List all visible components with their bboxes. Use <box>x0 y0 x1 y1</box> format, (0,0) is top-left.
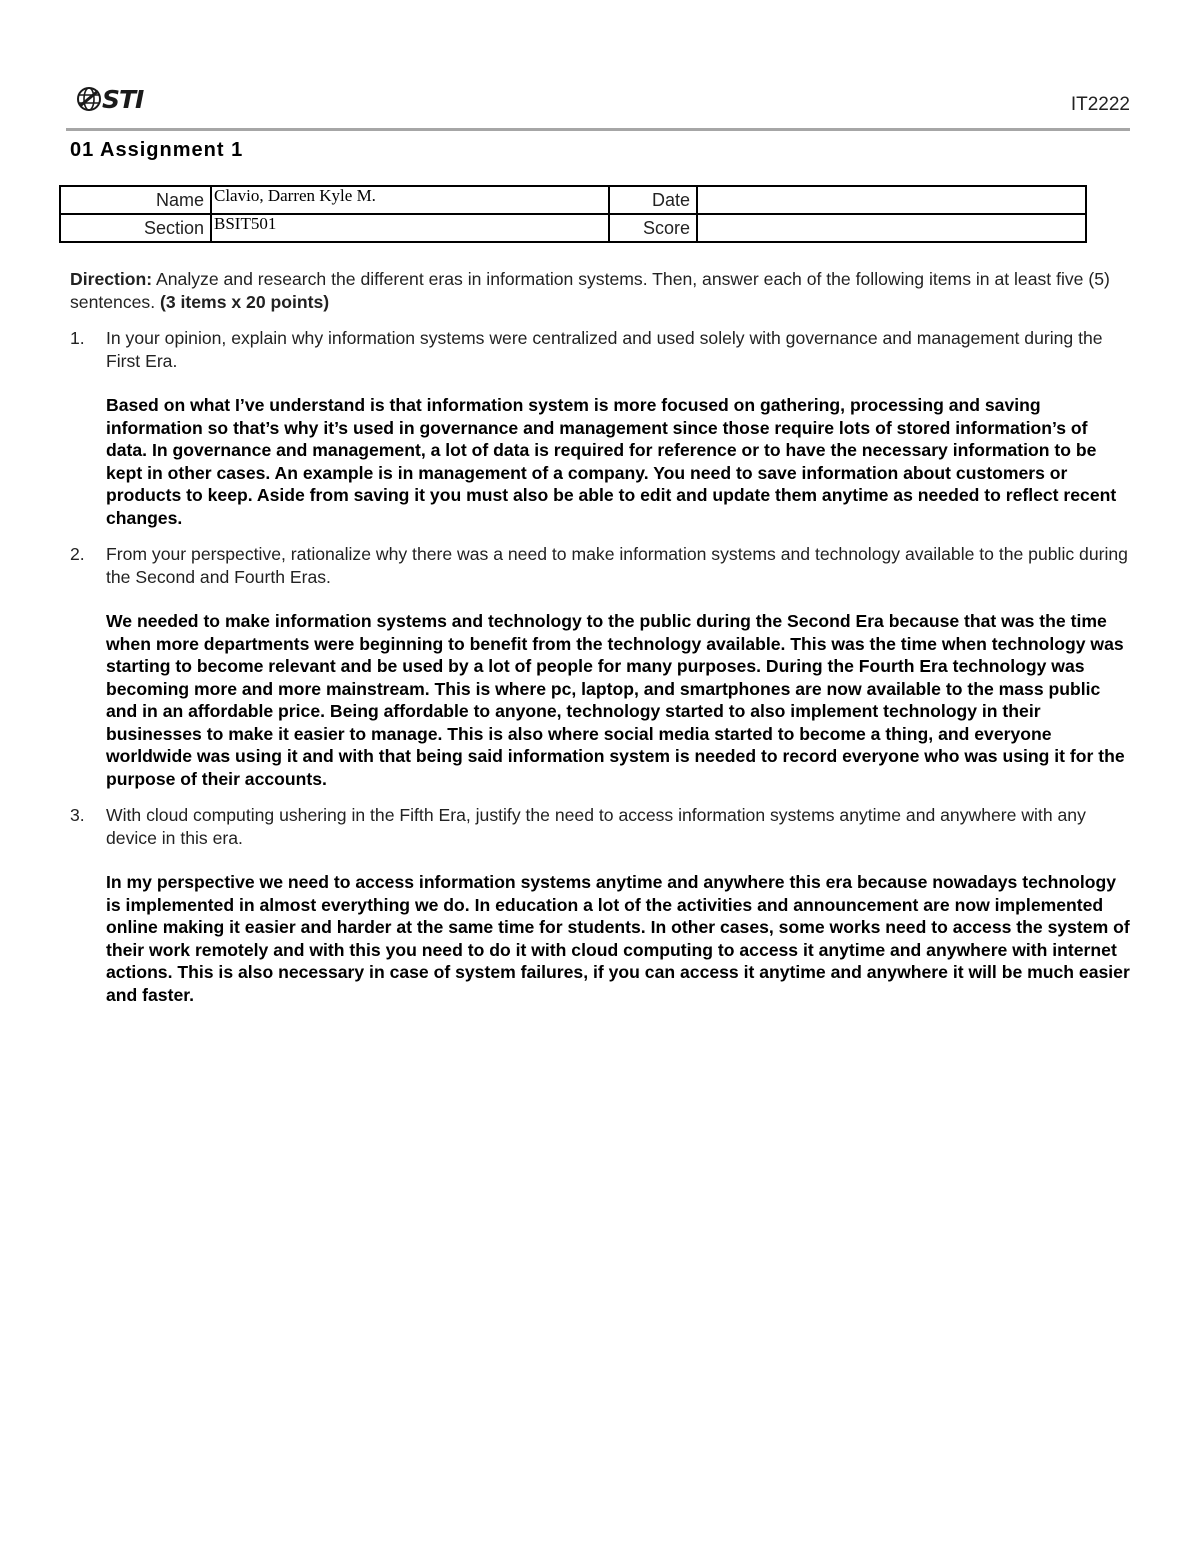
item-question: From your perspective, rationalize why there was a need to make information systems and technology available to the public during the Second and Fourth Eras. <box>106 544 1128 587</box>
score-label: Score <box>609 214 697 242</box>
item-answer: In my perspective we need to access information systems anytime and anywhere this era because nowadays technology is implemented in almost everything we do. In education a lot of the activities and announcement are now implemented online making it easier and harder at the same time for students. In other cases, some works need to access the system of their work remotely and with this you need to do it with cloud computing to access it anytime and anywhere with internet actions. This is also necessary in case of system failures, if you can access it anytime and anywhere it will be much easier and faster. <box>106 872 1130 1005</box>
page-header <box>76 82 1130 132</box>
item-number: 2. <box>70 544 85 564</box>
name-field[interactable]: Clavio, Darren Kyle M. <box>211 186 609 214</box>
item-answer: Based on what I’ve understand is that information system is more focused on gathering, processing and saving information so that’s why it’s used in governance and management since those require lots of stored information’s of data. In governance and management, a lot of data is required for reference or to have the necessary information to be kept in other cases. An example is in management of a company. You need to save information about customers or products to keep. Aside from saving it you must also be able to edit and update them anytime as needed to reflect recent changes. <box>106 395 1117 528</box>
header-divider <box>66 128 1130 131</box>
item-question: With cloud computing ushering in the Fifth Era, justify the need to access information systems anytime and anywhere with any device in this era. <box>106 805 1086 848</box>
assignment-content <box>70 268 1132 1020</box>
course-code: IT2222 <box>1070 94 1130 115</box>
date-field[interactable] <box>697 186 1086 214</box>
page-title: 01 Assignment 1 <box>70 139 244 161</box>
item-question: In your opinion, explain why information systems were centralized and used solely with governance and management during the First Era. <box>106 328 1103 371</box>
list-item <box>70 543 1132 790</box>
name-label: Name <box>60 186 211 214</box>
direction-text: Analyze and research the different eras in information systems. Then, answer each of the following items in at least five (5) sentences. <box>70 269 1110 312</box>
section-field[interactable]: BSIT501 <box>211 214 609 242</box>
logo-text: STI <box>102 84 144 114</box>
info-row-name <box>60 186 1086 214</box>
globe-icon <box>76 86 104 112</box>
direction-points: (3 items x 20 points) <box>159 291 330 312</box>
student-info-table <box>59 185 1087 243</box>
score-field[interactable] <box>697 214 1086 242</box>
item-number: 1. <box>70 328 85 348</box>
list-item <box>70 327 1132 529</box>
direction <box>70 268 1132 313</box>
section-label: Section <box>60 214 211 242</box>
list-item <box>70 804 1132 1006</box>
info-row-section <box>60 214 1086 242</box>
date-label: Date <box>609 186 697 214</box>
direction-label: Direction: <box>70 269 153 289</box>
item-number: 3. <box>70 805 85 825</box>
sti-logo <box>76 85 143 113</box>
item-answer: We needed to make information systems and technology to the public during the Second Era because that was the time when more departments were beginning to benefit from the technology available. This was the time when technology was starting to become relevant and be used by a lot of people for many purposes. During the Fourth Era technology was becoming more and more mainstream. This is where pc, laptop, and smartphones are now available to the mass public and in an affordable price. Being affordable to anyone, technology started to also implement technology in their businesses to make it easier to manage. This is also where social media started to become a thing, and everyone worldwide was using it and with that being said information system is needed to record everyone who was using it for the purpose of their accounts. <box>106 611 1125 789</box>
